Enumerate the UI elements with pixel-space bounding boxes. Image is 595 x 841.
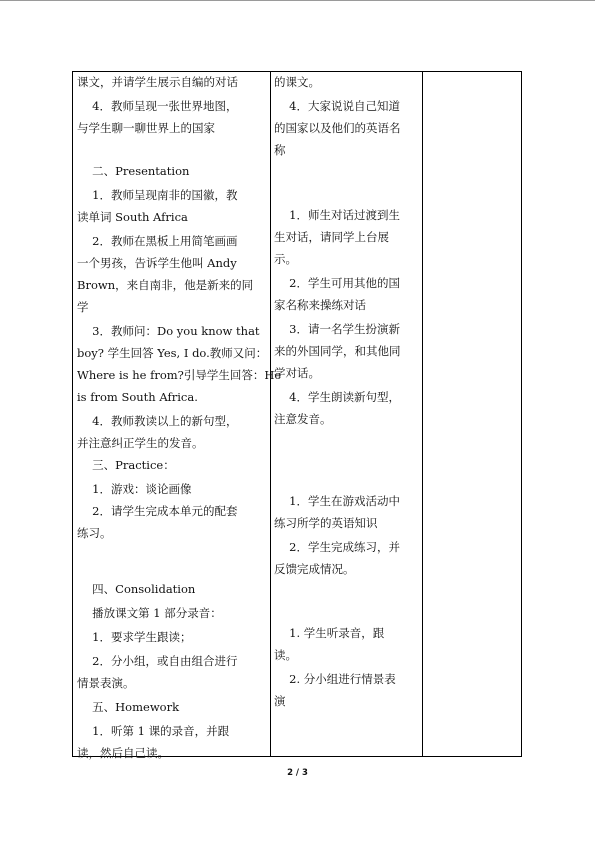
middle-column-line: 称 [274,143,286,157]
left-column-line: 与学生聊一聊世界上的国家 [77,121,215,135]
middle-column-line: 演 [274,694,286,708]
middle-column-line: 1．师生对话过渡到生 [274,208,400,222]
middle-column-line: 反馈完成情况。 [274,562,355,576]
lesson-plan-table [72,71,522,760]
left-column-line: 课文，并请学生展示自编的对话 [77,75,238,89]
middle-column-line: 示。 [274,252,297,266]
left-column-line: is from South Africa. [77,390,198,404]
left-column-line: 一个男孩，告诉学生他叫 Andy [77,256,237,270]
left-column-line: 情景表演。 [77,676,135,690]
left-column-line: Where is he from?引导学生回答：He [77,368,282,382]
left-column-line: 1．游戏：谈论画像 [77,482,192,496]
left-column-line: boy? 学生回答 Yes, I do.教师又问： [77,346,268,360]
left-column-line: 3．教师问：Do you know that [77,324,260,338]
page-number: 2 / 3 [287,768,308,778]
middle-column-line: 学对话。 [274,366,320,380]
middle-column-line: 4．大家说说自己知道 [274,99,400,113]
page-top-rule [0,0,595,1]
middle-column-line: 1．学生在游戏活动中 [274,494,400,508]
middle-column-line: 的国家以及他们的英语名 [274,121,401,135]
left-column-line: 三、Practice： [77,458,175,472]
middle-column-line: 2．学生完成练习，并 [274,540,400,554]
left-column-line: 1．教师呈现南非的国徽，教 [77,188,238,202]
left-column-line: 播放课文第 1 部分录音： [77,606,222,620]
left-column-line: 读单词 South Africa [77,210,188,224]
middle-column-line: 的课文。 [274,75,320,89]
left-column-line: 四、Consolidation [77,582,196,596]
middle-column-line: 生对话，请同学上台展 [274,230,389,244]
middle-column-line: 家名称来操练对话 [274,298,366,312]
middle-column-line: 练习所学的英语知识 [274,516,378,530]
middle-column-line: 2. 分小组进行情景表 [274,672,396,686]
left-column-line: 二、Presentation [77,164,190,178]
left-column-line: 练习。 [77,526,112,540]
middle-column-line: 来的外国同学，和其他同 [274,344,401,358]
middle-column-line: 读。 [274,648,297,662]
left-column-line: 4．教师教读以上的新句型， [77,414,238,428]
middle-column-line: 3．请一名学生扮演新 [274,322,400,336]
middle-column-line: 2．学生可用其他的国 [274,276,400,290]
left-column-line: Brown，来自南非，他是新来的同 [77,278,254,292]
left-column-line: 并注意纠正学生的发音。 [77,436,204,450]
left-column-line: 1．听第 1 课的录音，并跟 [77,724,230,738]
left-column-line: 1．要求学生跟读； [77,630,192,644]
column-divider-2 [422,72,423,756]
middle-column-line: 4．学生朗读新句型， [274,390,400,404]
left-column-line: 学 [77,300,89,314]
left-column-line: 2．分小组，或自由组合进行 [77,654,238,668]
middle-column-line: 注意发音。 [274,412,332,426]
column-divider-1 [270,72,271,756]
left-column-line: 读，然后自己读。 [77,746,169,760]
middle-column-line: 1. 学生听录音，跟 [274,626,385,640]
left-column-line: 五、Homework [77,700,180,714]
left-column-line: 2．教师在黑板上用简笔画画 [77,234,238,248]
left-column-line: 2．请学生完成本单元的配套 [77,504,238,518]
left-column-line: 4．教师呈现一张世界地图， [77,99,238,113]
